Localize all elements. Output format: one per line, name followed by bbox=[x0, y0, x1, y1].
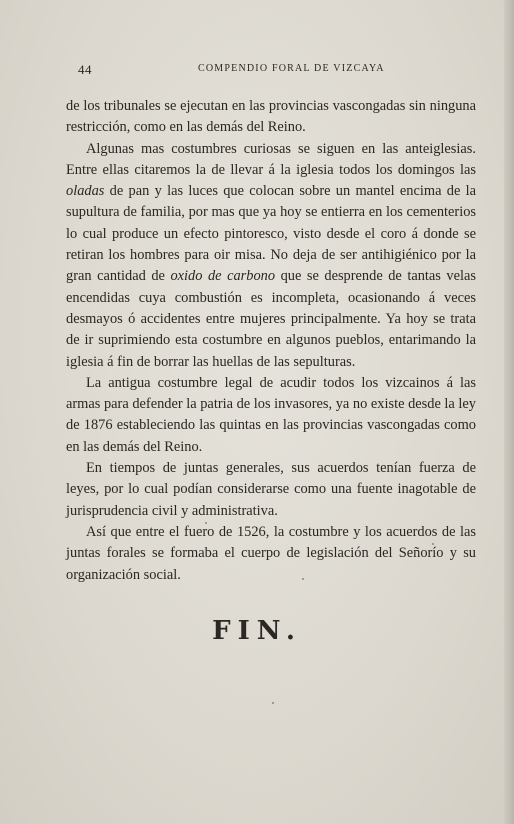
body-text bbox=[66, 96, 476, 586]
running-title: COMPENDIO FORAL DE VIZCAYA bbox=[198, 63, 385, 74]
paragraph: Así que entre el fuero de 1526, la costumbre y los acuerdos de las juntas forales se formaba el cuerpo de legislación del Señorío y su organización social. bbox=[66, 523, 476, 583]
paragraph: La antigua costumbre legal de acudir todos los vizcainos á las armas para defender la patria de los invasores, ya no existe desde la ley de 1876 estableciendo las quintas en las provincias vascongadas como en las demás del Reino. bbox=[66, 374, 476, 455]
page-header bbox=[78, 62, 478, 82]
paragraph-text: de pan y las luces que colocan sobre un mantel encima de la supultura de familia, por mas que ya hoy se entierra en los cementerios lo cual produce un efecto pintoresco, visto desde el coro á donde se retiran los hombres para oir misa. No deja de ser antihigiénico por la gran cantidad de bbox=[66, 183, 476, 285]
italic-term: oladas bbox=[66, 183, 105, 200]
closing-fin: FIN. bbox=[212, 616, 302, 646]
paper-speck bbox=[302, 578, 304, 580]
paragraph-text: Algunas mas costumbres curiosas se siguen en las anteiglesias. Entre ellas citaremos la de llevar á la iglesia todos los domingos las bbox=[66, 140, 476, 178]
paragraph: En tiempos de juntas generales, sus acuerdos tenían fuerza de leyes, por lo cual podían considerarse como una fuente inagotable de jurisprudencia civil y administrativa. bbox=[66, 460, 476, 519]
paragraph bbox=[66, 139, 476, 373]
page-number: 44 bbox=[78, 62, 92, 77]
paragraph: de los tribunales se ejecutan en las provincias vascongadas sin ninguna restricción, como en las demás del Reino. bbox=[66, 98, 476, 136]
italic-term: oxido de carbono bbox=[170, 268, 276, 285]
paper-speck bbox=[205, 522, 207, 524]
paper-speck bbox=[432, 543, 434, 545]
paper-speck bbox=[272, 702, 274, 704]
page-edge-shadow bbox=[504, 0, 514, 824]
paragraph-text: que se desprende de tantas velas encendidas cuya combustión es incompleta, ocasionando á veces desmayos ó accidentes entre mujeres principalmente. Ya hoy se trata de ir suprimiendo esta costumbre en algunos pueblos, entarimando la iglesia á fin de borrar las huellas de las sepulturas. bbox=[66, 268, 476, 370]
